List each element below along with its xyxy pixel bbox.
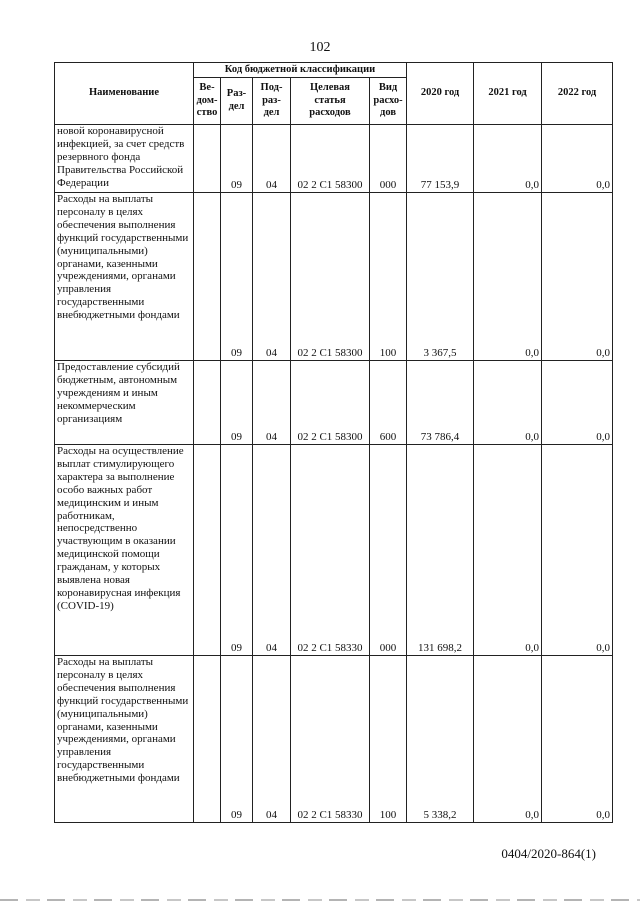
row-amount-2022: 0,0 bbox=[542, 656, 613, 823]
row-name: Расходы на выплаты персоналу в целях обеспечения выполнения функций государственными (муниципальными) органами, казенными учреждениями, органами управления государственными внебюджетными фондами bbox=[55, 656, 194, 823]
header-vid-raskhodov: Вид расхо- дов bbox=[370, 78, 407, 125]
header-year-2020: 2020 год bbox=[407, 63, 474, 125]
row-podrazdel: 04 bbox=[253, 445, 291, 656]
row-vedomstvo bbox=[194, 193, 221, 361]
row-amount-2020: 5 338,2 bbox=[407, 656, 474, 823]
row-vedomstvo bbox=[194, 656, 221, 823]
row-razdel: 09 bbox=[221, 361, 253, 445]
row-amount-2021: 0,0 bbox=[474, 656, 542, 823]
row-vid-raskhodov: 100 bbox=[370, 193, 407, 361]
row-amount-2021: 0,0 bbox=[474, 125, 542, 193]
row-vid-raskhodov: 000 bbox=[370, 125, 407, 193]
header-celevaya-statya: Целевая статья расходов bbox=[291, 78, 370, 125]
header-name: Наименование bbox=[55, 63, 194, 125]
header-razdel: Раз- дел bbox=[221, 78, 253, 125]
row-name: новой коронавирусной инфекцией, за счет средств резервного фонда Правительства Российской Федерации bbox=[55, 125, 194, 193]
row-amount-2022: 0,0 bbox=[542, 361, 613, 445]
row-amount-2021: 0,0 bbox=[474, 361, 542, 445]
row-amount-2020: 3 367,5 bbox=[407, 193, 474, 361]
row-amount-2022: 0,0 bbox=[542, 125, 613, 193]
row-amount-2021: 0,0 bbox=[474, 193, 542, 361]
row-celevaya-statya: 02 2 С1 58300 bbox=[291, 361, 370, 445]
document-code: 0404/2020-864(1) bbox=[501, 846, 596, 861]
row-celevaya-statya: 02 2 С1 58300 bbox=[291, 193, 370, 361]
row-name: Расходы на выплаты персоналу в целях обеспечения выполнения функций государственными (муниципальными) органами, казенными учреждениями, органами управления государственными внебюджетными фондами bbox=[55, 193, 194, 361]
header-year-2021: 2021 год bbox=[474, 63, 542, 125]
table-row bbox=[55, 361, 613, 445]
row-podrazdel: 04 bbox=[253, 361, 291, 445]
row-vid-raskhodov: 000 bbox=[370, 445, 407, 656]
row-podrazdel: 04 bbox=[253, 125, 291, 193]
row-name: Предоставление субсидий бюджетным, автономным учреждениям и иным некоммерческим организациям bbox=[55, 361, 194, 445]
row-vedomstvo bbox=[194, 445, 221, 656]
row-vedomstvo bbox=[194, 125, 221, 193]
header-podrazdel: Под- раз- дел bbox=[253, 78, 291, 125]
header-vedomstvo: Ве- дом- ство bbox=[194, 78, 221, 125]
budget-table bbox=[54, 62, 613, 823]
row-razdel: 09 bbox=[221, 125, 253, 193]
row-amount-2022: 0,0 bbox=[542, 445, 613, 656]
row-amount-2021: 0,0 bbox=[474, 445, 542, 656]
row-vid-raskhodov: 600 bbox=[370, 361, 407, 445]
header-year-2022: 2022 год bbox=[542, 63, 613, 125]
row-amount-2022: 0,0 bbox=[542, 193, 613, 361]
table-row bbox=[55, 445, 613, 656]
row-celevaya-statya: 02 2 С1 58300 bbox=[291, 125, 370, 193]
header-classification-group: Код бюджетной классификации bbox=[194, 63, 407, 78]
row-razdel: 09 bbox=[221, 445, 253, 656]
table-row bbox=[55, 193, 613, 361]
row-name: Расходы на осуществление выплат стимулирующего характера за выполнение особо важных работ медицинским и иным работникам, непосредственно участвующим в оказании медицинской помощи гражданам, у которых выявлена новая коронавирусная инфекция (COVID-19) bbox=[55, 445, 194, 656]
row-amount-2020: 131 698,2 bbox=[407, 445, 474, 656]
row-podrazdel: 04 bbox=[253, 656, 291, 823]
row-vid-raskhodov: 100 bbox=[370, 656, 407, 823]
table-row bbox=[55, 656, 613, 823]
page-number: 102 bbox=[309, 40, 331, 55]
row-podrazdel: 04 bbox=[253, 193, 291, 361]
scan-edge-artifact bbox=[0, 899, 640, 901]
row-razdel: 09 bbox=[221, 656, 253, 823]
row-amount-2020: 73 786,4 bbox=[407, 361, 474, 445]
row-celevaya-statya: 02 2 С1 58330 bbox=[291, 656, 370, 823]
table-row bbox=[55, 125, 613, 193]
row-amount-2020: 77 153,9 bbox=[407, 125, 474, 193]
row-vedomstvo bbox=[194, 361, 221, 445]
row-celevaya-statya: 02 2 С1 58330 bbox=[291, 445, 370, 656]
row-razdel: 09 bbox=[221, 193, 253, 361]
